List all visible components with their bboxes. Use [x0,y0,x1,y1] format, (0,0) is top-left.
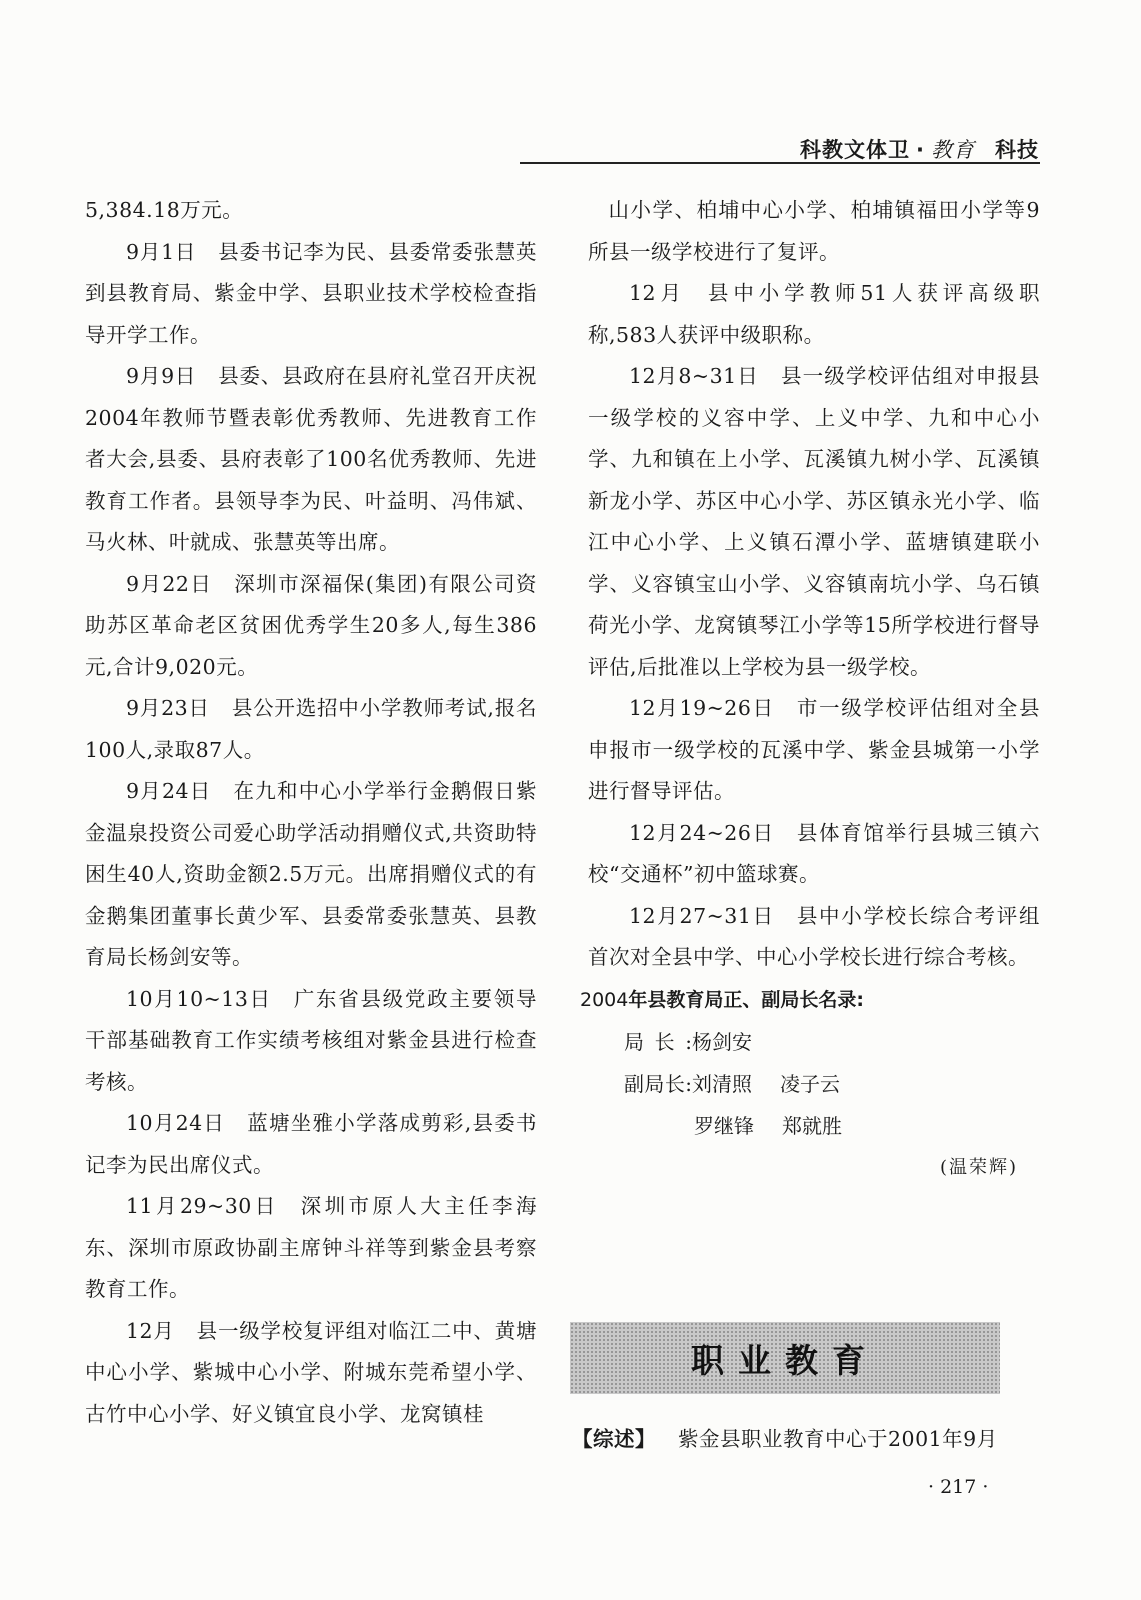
entry-paragraph [85,1186,537,1311]
deputy-name: 凌子云 [780,1071,840,1096]
director-name: 杨剑安 [692,1029,752,1054]
roster-title-text: 年县教育局正、副局长名录: [628,988,864,1011]
entry-text: 县委、县政府在县府礼堂召开庆祝2004年教师节暨表彰优秀教师、先进教育工作者大会,县委、县府表彰了100名优秀教师、先进教育工作者。县领导李为民、叶益明、冯伟斌、马火林、叶就成、张慧英等出席。 [85,364,538,554]
author-credit: (温荣辉) [939,1156,1018,1178]
entry-text: 县一级学校评估组对申报县一级学校的义容中学、上义中学、九和中心小学、九和镇在上小学、瓦溪镇九树小学、瓦溪镇新龙小学、苏区中心小学、苏区镇永光小学、临江中心小学、上义镇石潭小学、蓝塘镇建联小学、义容镇宝山小学、义容镇南坑小学、乌石镇荷光小学、龙窝镇琴江小学等15所学校进行督导评估,后批准以上学校为县一级学校。 [588,364,1040,679]
deputy-name: 罗继锋 [694,1113,754,1138]
summary-tag: 【综述】 [572,1427,656,1451]
entry-paragraph [588,356,1040,688]
entry-date: 12月 [629,281,686,305]
header-rule [520,162,1040,164]
roster-deputy-row-2 [588,1105,1040,1147]
entry-text: 县中小学校长综合考评组首次对全县中学、中心小学校长进行综合考核。 [588,903,1040,969]
director-label: 局长: [624,1029,692,1054]
entry-paragraph [85,1103,537,1186]
entry-date: 12月27~31日 [629,903,775,928]
entry-date: 12月8~31日 [629,364,759,388]
roster-director-row [588,1021,1040,1063]
entry-paragraph [85,564,537,689]
entry-date: 9月22日 [126,571,213,596]
entry-text: 在九和中心小学举行金鹅假日紫金温泉投资公司爱心助学活动捐赠仪式,共资助特困生40人,资助金额2.5万元。出席捐赠仪式的有金鹅集团董事长黄少军、县委常委张慧英、县教育局长杨剑安等。 [85,779,537,969]
roster-deputy-row [588,1063,1040,1105]
entry-date: 12月19~26日 [629,696,775,720]
entry-date: 9月23日 [126,696,210,720]
page-number: · 217 · [928,1476,989,1498]
entry-date: 10月24日 [126,1111,226,1135]
summary-text: 紫金县职业教育中心于2001年9月 [678,1427,998,1451]
entry-paragraph [85,688,537,771]
entry-paragraph [85,1311,537,1436]
entry-paragraph [588,688,1040,813]
entry-paragraph [588,813,1040,896]
entry-paragraph [588,273,1040,356]
entry-text: 县一级学校复评组对临江二中、黄塘中心小学、紫城中心小学、附城东莞希望小学、古竹中心小学、好义镇宜良小学、龙窝镇桂 [85,1318,537,1426]
entry-text: 市一级学校评估组对全县申报市一级学校的瓦溪中学、紫金县城第一小学进行督导评估。 [588,696,1040,803]
entry-date: 10月10~13日 [126,986,272,1011]
header-dot: · [916,138,925,162]
roster-title-year: 2004 [580,988,629,1011]
entry-text: 县公开选招中小学教师考试,报名100人,录取87人。 [85,696,537,762]
deputy-name: 郑就胜 [782,1113,842,1138]
entry-paragraph [85,771,537,979]
entry-date: 9月24日 [126,779,212,803]
summary-line [572,1422,1012,1452]
right-paragraphs [588,190,1040,979]
entry-text: 蓝塘坐雅小学落成剪彩,县委书记李为民出席仪式。 [85,1111,538,1177]
deputy-label: 副局长: [624,1071,692,1096]
entry-date: 12月24~26日 [629,820,775,845]
running-header [800,134,1039,164]
entry-paragraph [85,356,537,564]
entry-paragraph [85,979,537,1104]
entry-text: 5,384.18万元。 [85,198,244,222]
left-column [85,190,537,1435]
entry-text: 广东省县级党政主要领导干部基础教育工作实绩考核组对紫金县进行检查考核。 [85,986,537,1094]
roster-title [580,979,1040,1021]
entry-date: 11月29~30日 [126,1194,279,1218]
right-column [580,190,1040,1179]
deputy-name: 刘清照 [692,1071,752,1096]
header-section: 科教文体卫 [800,138,911,162]
header-sub1: 教育 [931,138,975,162]
entry-paragraph [588,896,1040,979]
entry-text: 深圳市原人大主任李海东、深圳市原政协副主席钟斗祥等到紫金县考察教育工作。 [85,1194,538,1301]
entry-text: 山小学、柏埔中心小学、柏埔镇福田小学等9所县一级学校进行了复评。 [588,198,1040,264]
section-banner-title: 职业教育 [691,1340,879,1380]
section-banner [570,1322,1000,1394]
header-sub2: 科技 [995,138,1039,162]
entry-paragraph [85,190,537,232]
entry-paragraph [588,190,1040,273]
entry-date: 9月1日 [126,239,197,264]
entry-date: 9月9日 [126,364,197,388]
entry-text: 深圳市深福保(集团)有限公司资助苏区革命老区贫困优秀学生20多人,每生386元,合计9,020元。 [85,571,537,679]
entry-text: 县体育馆举行县城三镇六校“交通杯”初中篮球赛。 [588,820,1040,886]
entry-text: 县委书记李为民、县委常委张慧英到县教育局、紫金中学、县职业技术学校检查指导开学工作。 [85,239,538,347]
entry-text: 县中小学教师51人获评高级职称,583人获评中级职称。 [588,281,1040,347]
entry-date: 12月 [126,1318,175,1343]
entry-paragraph [85,232,537,357]
